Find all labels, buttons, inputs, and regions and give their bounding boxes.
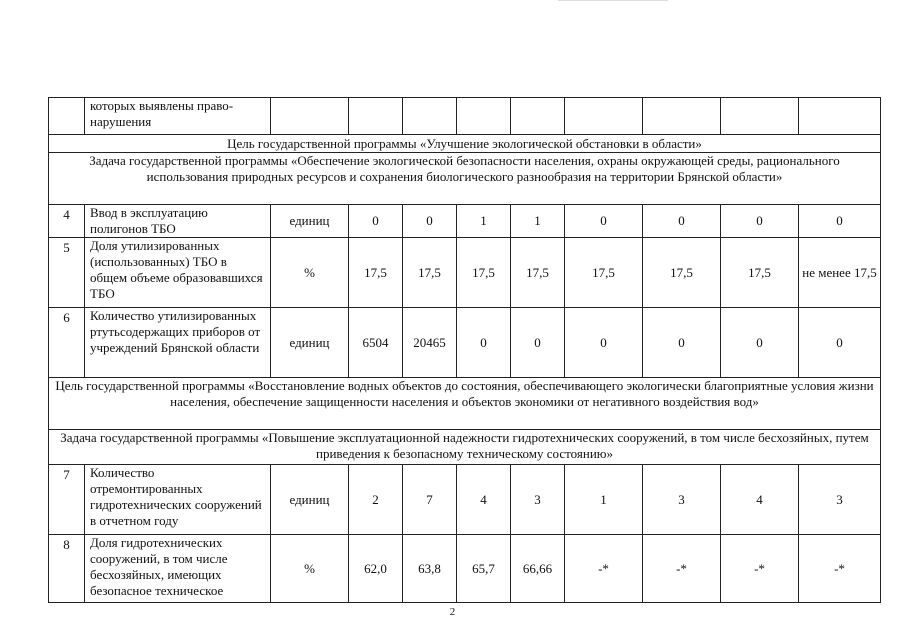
page-number: 2 <box>449 606 456 618</box>
row-number: 7 <box>49 465 85 535</box>
indicators-table <box>48 97 881 603</box>
value-cell: 17,5 <box>511 238 565 308</box>
indicator-name: Доля утилизированных (использованных) ТБО в общем объеме образовавшихся ТБО <box>85 238 271 308</box>
value-cell: 0 <box>565 308 643 378</box>
task-row <box>49 153 881 205</box>
value-cell: 0 <box>721 205 799 238</box>
table-row <box>49 238 881 308</box>
value-cell: 17,5 <box>721 238 799 308</box>
program-task: Задача государственной программы «Повышение эксплуатационной надежности гидротехнических сооружений, в том числе бесхозяйных, путем приведения к безопасному техническому состоянию» <box>49 430 881 465</box>
value-cell: 3 <box>643 465 721 535</box>
indicator-name: Ввод в эксплуатацию полигонов ТБО <box>85 205 271 238</box>
value-cell: 2 <box>349 465 403 535</box>
value-cell: 62,0 <box>349 535 403 603</box>
row-number: 6 <box>49 308 85 378</box>
value-cell: 1 <box>511 205 565 238</box>
row-number: 5 <box>49 238 85 308</box>
value-cell: 17,5 <box>349 238 403 308</box>
value-cell: 66,66 <box>511 535 565 603</box>
unit-cell: % <box>271 535 349 603</box>
unit-cell: % <box>271 238 349 308</box>
program-task: Задача государственной программы «Обеспечение экологической безопасности населения, охраны окружающей среды, рационального использования природных ресурсов и сохранения биологического разнообразия на территории Брянской области» <box>49 153 881 205</box>
value-cell: 17,5 <box>457 238 511 308</box>
row-number: 8 <box>49 535 85 603</box>
value-cell: 1 <box>565 465 643 535</box>
value-cell: 63,8 <box>403 535 457 603</box>
value-cell: 0 <box>511 308 565 378</box>
goal-row <box>49 378 881 430</box>
value-cell: 0 <box>457 308 511 378</box>
value-cell: 3 <box>799 465 881 535</box>
indicator-name: которых выявлены право-нарушения <box>85 98 271 135</box>
value-cell: 20465 <box>403 308 457 378</box>
value-cell: 7 <box>403 465 457 535</box>
value-cell: 4 <box>457 465 511 535</box>
value-cell: 3 <box>511 465 565 535</box>
value-cell: 0 <box>799 308 881 378</box>
table-row <box>49 308 881 378</box>
value-cell: 4 <box>721 465 799 535</box>
value-cell: -* <box>643 535 721 603</box>
value-cell: 0 <box>643 308 721 378</box>
goal-row <box>49 135 881 153</box>
value-cell: 17,5 <box>403 238 457 308</box>
value-cell: 0 <box>403 205 457 238</box>
value-cell: не менее 17,5 <box>799 238 881 308</box>
value-cell: 0 <box>721 308 799 378</box>
task-row <box>49 430 881 465</box>
value-cell: 0 <box>565 205 643 238</box>
indicator-name: Количество отремонтированных гидротехнических сооружений в отчетном году <box>85 465 271 535</box>
value-cell: 65,7 <box>457 535 511 603</box>
value-cell: -* <box>799 535 881 603</box>
value-cell: 17,5 <box>565 238 643 308</box>
scan-artifact-line <box>558 0 668 1</box>
program-goal: Цель государственной программы «Восстановление водных объектов до состояния, обеспечивающего экологически благоприятные условия жизни населения, обеспечение защищенности населения и объектов экономики от негативного воздействия вод» <box>49 378 881 430</box>
program-goal: Цель государственной программы «Улучшение экологической обстановки в области» <box>49 135 881 153</box>
value-cell: -* <box>565 535 643 603</box>
unit-cell: единиц <box>271 308 349 378</box>
value-cell: 0 <box>643 205 721 238</box>
unit-cell: единиц <box>271 205 349 238</box>
value-cell: 1 <box>457 205 511 238</box>
table-row <box>49 205 881 238</box>
indicator-name: Доля гидротехнических сооружений, в том числе бесхозяйных, имеющих безопасное техническое <box>85 535 271 603</box>
table-row <box>49 535 881 603</box>
row-number: 4 <box>49 205 85 238</box>
table-row <box>49 98 881 135</box>
indicator-name: Количество утилизированных ртутьсодержащих приборов от учреждений Брянской области <box>85 308 271 378</box>
value-cell: -* <box>721 535 799 603</box>
table-row <box>49 465 881 535</box>
value-cell: 0 <box>349 205 403 238</box>
value-cell: 0 <box>799 205 881 238</box>
value-cell: 6504 <box>349 308 403 378</box>
value-cell: 17,5 <box>643 238 721 308</box>
unit-cell: единиц <box>271 465 349 535</box>
